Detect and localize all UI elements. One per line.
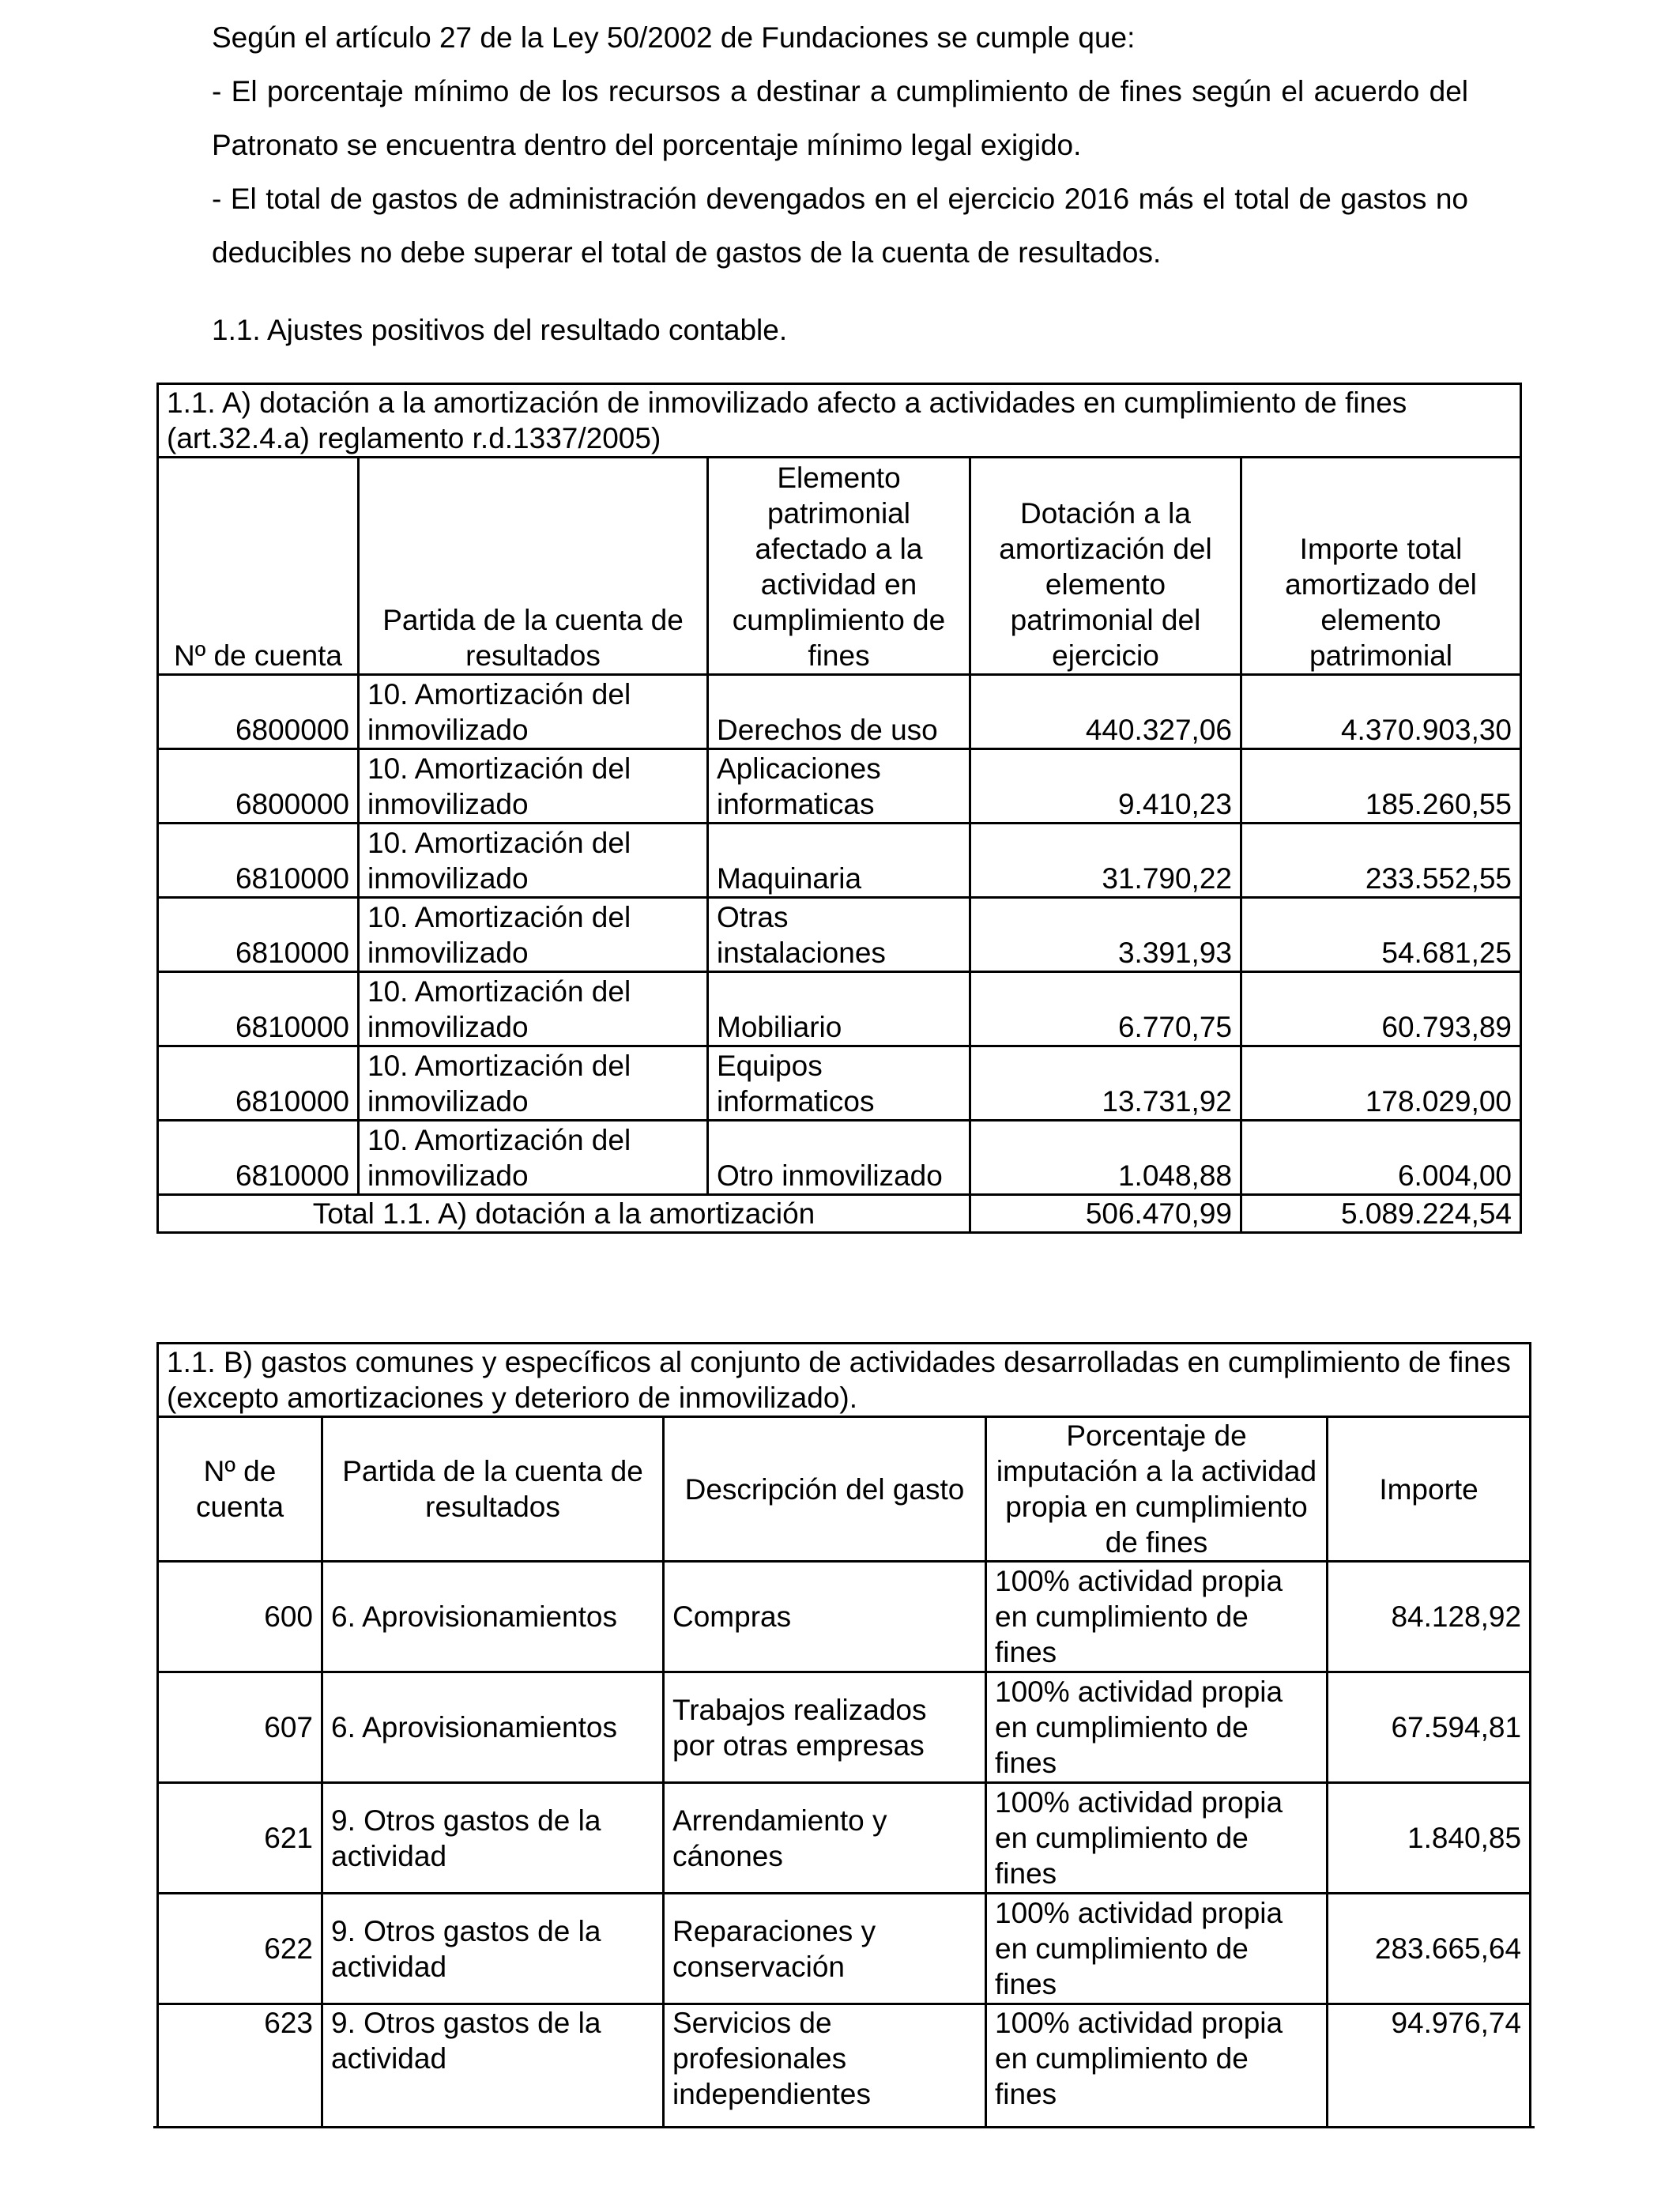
- cuenta-cell: 6800000: [158, 675, 359, 749]
- total-cell: 54.681,25: [1241, 898, 1521, 972]
- descripcion-cell: Reparaciones y conservación: [664, 1894, 986, 2004]
- table-a-header: Elemento patrimonial afectado a la actividad en cumplimiento de fines: [708, 458, 970, 675]
- descripcion-cell: Compras: [664, 1562, 986, 1672]
- partida-cell: 9. Otros gastos de la actividad: [322, 1783, 664, 1894]
- partida-cell: 9. Otros gastos de la actividad: [322, 1894, 664, 2004]
- partida-cell: 6. Aprovisionamientos: [322, 1672, 664, 1783]
- total-cell: 233.552,55: [1241, 824, 1521, 898]
- table-a-header: Importe total amortizado del elemento patrimonial: [1241, 458, 1521, 675]
- importe-cell: 94.976,74: [1328, 2004, 1531, 2127]
- table-row: [158, 972, 1521, 1046]
- cuenta-cell: 622: [158, 1894, 322, 2004]
- elemento-cell: Maquinaria: [708, 824, 970, 898]
- cuenta-cell: 600: [158, 1562, 322, 1672]
- cuenta-cell: 623: [158, 2004, 322, 2127]
- total-cell: 6.004,00: [1241, 1121, 1521, 1195]
- table-b-caption: 1.1. B) gastos comunes y específicos al conjunto de actividades desarrolladas en cumplimiento de fines (excepto amortizaciones y deterioro de inmovilizado).: [158, 1344, 1531, 1417]
- importe-cell: 84.128,92: [1328, 1562, 1531, 1672]
- dotacion-cell: 6.770,75: [970, 972, 1241, 1046]
- table-row: [158, 1894, 1531, 2004]
- cuenta-cell: 607: [158, 1672, 322, 1783]
- dotacion-cell: 440.327,06: [970, 675, 1241, 749]
- dotacion-cell: 3.391,93: [970, 898, 1241, 972]
- table-a-total-importe: 5.089.224,54: [1241, 1195, 1521, 1233]
- descripcion-cell: Arrendamiento y cánones: [664, 1783, 986, 1894]
- total-cell: 178.029,00: [1241, 1046, 1521, 1121]
- dotacion-cell: 9.410,23: [970, 749, 1241, 824]
- table-a-total-label: Total 1.1. A) dotación a la amortización: [158, 1195, 970, 1233]
- elemento-cell: Equipos informaticos: [708, 1046, 970, 1121]
- elemento-cell: Otras instalaciones: [708, 898, 970, 972]
- intro-text: [212, 11, 1468, 280]
- intro-paragraph-2: - El total de gastos de administración devengados en el ejercicio 2016 más el total de gastos no deducibles no debe superar el total de gastos de la cuenta de resultados.: [212, 183, 1468, 269]
- section-subheading: 1.1. Ajustes positivos del resultado contable.: [212, 314, 788, 346]
- dotacion-cell: 31.790,22: [970, 824, 1241, 898]
- porcentaje-cell: 100% actividad propia en cumplimiento de fines: [986, 2004, 1328, 2127]
- porcentaje-cell: 100% actividad propia en cumplimiento de fines: [986, 1562, 1328, 1672]
- partida-cell: 10. Amortización del inmovilizado: [359, 1121, 708, 1195]
- importe-cell: 283.665,64: [1328, 1894, 1531, 2004]
- table-a-header: Nº de cuenta: [158, 458, 359, 675]
- partida-cell: 10. Amortización del inmovilizado: [359, 972, 708, 1046]
- table-a-caption: 1.1. A) dotación a la amortización de inmovilizado afecto a actividades en cumplimiento de fines (art.32.4.a) reglamento r.d.1337/2005): [158, 384, 1521, 458]
- table-a-amortizacion: [156, 383, 1522, 1234]
- partida-cell: 10. Amortización del inmovilizado: [359, 675, 708, 749]
- cuenta-cell: 6810000: [158, 824, 359, 898]
- table-row: [158, 898, 1521, 972]
- partida-cell: 10. Amortización del inmovilizado: [359, 824, 708, 898]
- total-cell: 185.260,55: [1241, 749, 1521, 824]
- table-row: [158, 2004, 1531, 2127]
- table-b-bottom-rule: [153, 2126, 1535, 2128]
- cuenta-cell: 6810000: [158, 972, 359, 1046]
- total-cell: 4.370.903,30: [1241, 675, 1521, 749]
- partida-cell: 10. Amortización del inmovilizado: [359, 749, 708, 824]
- table-row: [158, 1672, 1531, 1783]
- table-a-header: Dotación a la amortización del elemento patrimonial del ejercicio: [970, 458, 1241, 675]
- table-b-gastos: [156, 1342, 1531, 2127]
- importe-cell: 67.594,81: [1328, 1672, 1531, 1783]
- table-row: [158, 1783, 1531, 1894]
- table-b-header: Importe: [1328, 1417, 1531, 1562]
- table-b-header: Nº de cuenta: [158, 1417, 322, 1562]
- table-row: [158, 749, 1521, 824]
- table-row: [158, 675, 1521, 749]
- partida-cell: 9. Otros gastos de la actividad: [322, 2004, 664, 2127]
- cuenta-cell: 6810000: [158, 898, 359, 972]
- dotacion-cell: 13.731,92: [970, 1046, 1241, 1121]
- elemento-cell: Otro inmovilizado: [708, 1121, 970, 1195]
- partida-cell: 10. Amortización del inmovilizado: [359, 898, 708, 972]
- intro-line: Según el artículo 27 de la Ley 50/2002 de Fundaciones se cumple que:: [212, 21, 1136, 54]
- elemento-cell: Mobiliario: [708, 972, 970, 1046]
- intro-paragraph-1: - El porcentaje mínimo de los recursos a destinar a cumplimiento de fines según el acuerdo del Patronato se encuentra dentro del porcentaje mínimo legal exigido.: [212, 75, 1468, 161]
- descripcion-cell: Trabajos realizados por otras empresas: [664, 1672, 986, 1783]
- dotacion-cell: 1.048,88: [970, 1121, 1241, 1195]
- table-b-header: Partida de la cuenta de resultados: [322, 1417, 664, 1562]
- table-row: [158, 1562, 1531, 1672]
- cuenta-cell: 6800000: [158, 749, 359, 824]
- cuenta-cell: 6810000: [158, 1046, 359, 1121]
- partida-cell: 6. Aprovisionamientos: [322, 1562, 664, 1672]
- table-a-header: Partida de la cuenta de resultados: [359, 458, 708, 675]
- cuenta-cell: 6810000: [158, 1121, 359, 1195]
- total-cell: 60.793,89: [1241, 972, 1521, 1046]
- table-a-total-dotacion: 506.470,99: [970, 1195, 1241, 1233]
- table-b-header: Porcentaje de imputación a la actividad propia en cumplimiento de fines: [986, 1417, 1328, 1562]
- elemento-cell: Aplicaciones informaticas: [708, 749, 970, 824]
- importe-cell: 1.840,85: [1328, 1783, 1531, 1894]
- porcentaje-cell: 100% actividad propia en cumplimiento de fines: [986, 1672, 1328, 1783]
- table-row: [158, 824, 1521, 898]
- porcentaje-cell: 100% actividad propia en cumplimiento de fines: [986, 1783, 1328, 1894]
- table-row: [158, 1046, 1521, 1121]
- elemento-cell: Derechos de uso: [708, 675, 970, 749]
- table-b-header: Descripción del gasto: [664, 1417, 986, 1562]
- descripcion-cell: Servicios de profesionales independientes: [664, 2004, 986, 2127]
- porcentaje-cell: 100% actividad propia en cumplimiento de fines: [986, 1894, 1328, 2004]
- partida-cell: 10. Amortización del inmovilizado: [359, 1046, 708, 1121]
- table-row: [158, 1121, 1521, 1195]
- cuenta-cell: 621: [158, 1783, 322, 1894]
